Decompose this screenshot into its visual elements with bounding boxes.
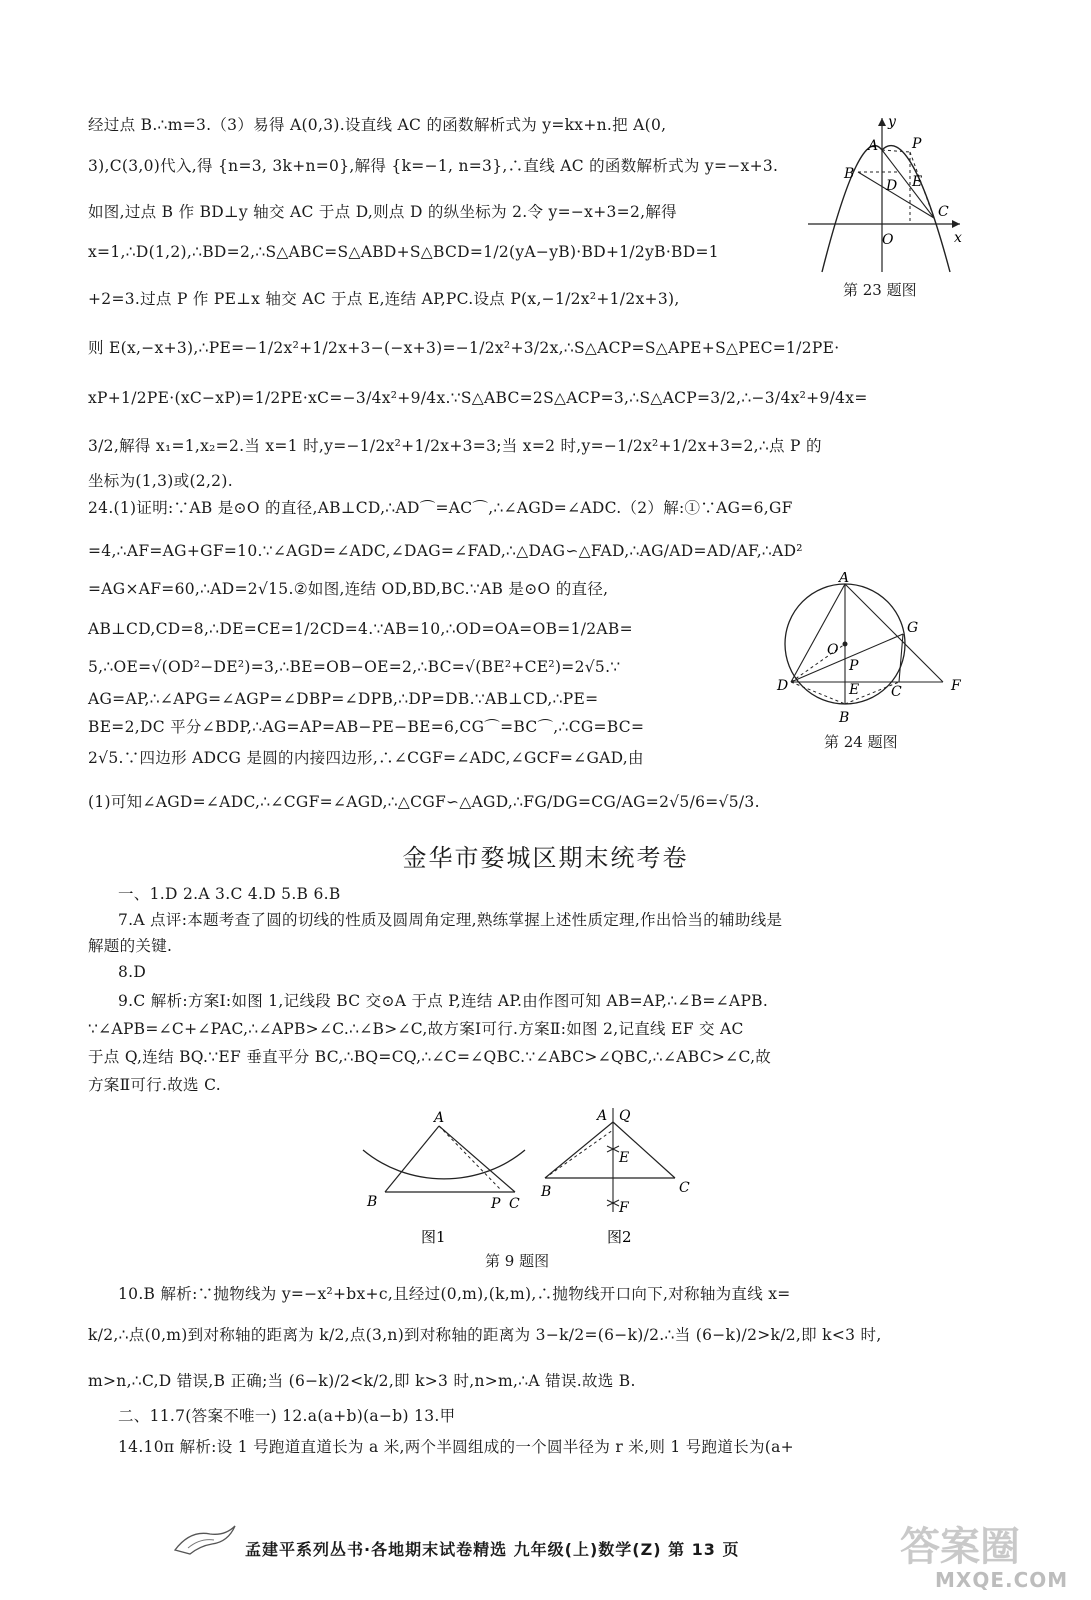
answer-line-3: 解题的关键. [88,937,173,955]
q10-line-3: m>n,∴C,D 错误,B 正确;当 (6−k)/2<k/2,即 k>3 时,n>m,∴A 错误.故选 B. [88,1372,636,1390]
fig9-2-label-c: C [679,1180,690,1196]
fig24-label-b: B [839,710,850,726]
fig24-label-d: D [777,678,789,694]
q10-line-2: k/2,∴点(0,m)到对称轴的距离为 k/2,点(3,n)到对称轴的距离为 3−k/2=(6−k)/2.∴当 (6−k)/2>k/2,即 k<3 时, [88,1326,882,1344]
q24-line-1: 24.(1)证明:∵AB 是⊙O 的直径,AB⊥CD,∴AD⌒=AC⌒,∴∠AGD=∠ADC.（2）解:①∵AG=6,GF [88,499,793,517]
q24-line-6: AG=AP,∴∠APG=∠AGP=∠DBP=∠DPB,∴DP=DB.∵AB⊥CD,∴PE= [88,690,599,708]
q24-line-7: BE=2,DC 平分∠BDP,∴AG=AP=AB−PE−BE=6,CG⌒=BC⌒,∴CG=BC= [88,718,645,736]
fig9-2-label-f: F [619,1200,629,1216]
figure-24-caption: 第 24 题图 [824,733,898,751]
fig23-label-a: A [868,138,879,154]
figure-9 [345,1100,715,1260]
q23-line-5: +2=3.过点 P 作 PE⊥x 轴交 AC 于点 E,连结 AP,PC.设点 P(x,−1/2x²+1/2x+3), [88,290,680,308]
answer-line-5: 9.C 解析:方案Ⅰ:如图 1,记线段 BC 交⊙A 于点 P,连结 AP.由作图可知 AB=AP,∴∠B=∠APB. [118,992,769,1010]
fig23-label-d: D [886,178,898,194]
fig9-2-label-e: E [619,1150,630,1166]
q23-line-3: 如图,过点 B 作 BD⊥y 轴交 AC 于点 D,则点 D 的纵坐标为 2.令 y=−x+3=2,解得 [88,203,677,221]
fig24-label-c: C [891,684,902,700]
fig9-2-label-a: A [597,1108,608,1124]
fig9-1-label-c: C [509,1196,520,1212]
q14-line: 14.10π 解析:设 1 号跑道直道长为 a 米,两个半圆组成的一个圆半径为 r 米,则 1 号跑道长为(a+ [118,1438,794,1456]
fig9-sub1: 图1 [421,1228,446,1246]
answer-line-7: 于点 Q,连结 BQ.∵EF 垂直平分 BC,∴BQ=CQ,∴∠C=∠QBC.∵∠ABC>∠QBC,∴∠ABC>∠C,故 [88,1048,772,1066]
page-footer: 孟建平系列丛书·各地期末试卷精选 九年级(上)数学(Z) 第 13 页 [245,1540,740,1559]
fig23-label-p: P [912,136,922,152]
watermark-logo: 答案圈 [900,1524,1020,1570]
q24-line-9: (1)可知∠AGD=∠ADC,∴∠CGF=∠AGD,∴△CGF∽△AGD,∴FG/DG=CG/AG=2√5/6=√5/3. [88,793,760,811]
q24-line-3: =AG×AF=60,∴AD=2√15.②如图,连结 OD,BD,BC.∵AB 是⊙O 的直径, [88,580,609,598]
q24-line-8: 2√5.∵四边形 ADCG 是圆的内接四边形,∴∠CGF=∠ADC,∠GCF=∠GAD,由 [88,749,644,767]
fig23-label-e: E [912,174,923,190]
q24-line-5: 5,∴OE=√(OD²−DE²)=3,∴BE=OB−OE=2,∴BC=√(BE²+CE²)=2√5.∵ [88,658,621,676]
fig23-label-x: x [954,230,962,246]
q23-line-4: x=1,∴D(1,2),∴BD=2,∴S△ABC=S△ABD+S△BCD=1/2(yA−yB)·BD+1/2yB·BD=1 [88,243,719,261]
answer-line-1: 一、1.D 2.A 3.C 4.D 5.B 6.B [118,885,341,903]
figure-9-caption: 第 9 题图 [485,1252,550,1270]
section-title: 金华市婺城区期末统考卷 [402,844,689,872]
fig23-label-y: y [888,114,896,130]
answer-line-8: 方案Ⅱ可行.故选 C. [88,1076,221,1094]
q24-line-4: AB⊥CD,CD=8,∴DE=CE=1/2CD=4.∵AB=10,∴OD=OA=OB=1/2AB= [88,620,633,638]
fig23-label-o: O [882,232,894,248]
fig24-label-e: E [849,682,860,698]
fig23-label-b: B [844,166,855,182]
answer-line-4: 8.D [118,963,147,981]
fig9-2-label-q: Q [619,1108,631,1124]
q24-line-2: =4,∴AF=AG+GF=10.∵∠AGD=∠ADC,∠DAG=∠FAD,∴△DAG∽△FAD,∴AG/AD=AD/AF,∴AD² [88,542,803,560]
q23-line-8: 3/2,解得 x₁=1,x₂=2.当 x=1 时,y=−1/2x²+1/2x+3=3;当 x=2 时,y=−1/2x²+1/2x+3=2,∴点 P 的 [88,437,822,455]
answer-line-2: 7.A 点评:本题考查了圆的切线的性质及圆周角定理,熟练掌握上述性质定理,作出恰当的辅助线是 [118,911,783,929]
q10-line-1: 10.B 解析:∵抛物线为 y=−x²+bx+c,且经过(0,m),(k,m),∴抛物线开口向下,对称轴为直线 x= [118,1285,791,1303]
fig9-1-label-a: A [434,1110,445,1126]
watermark-url: MXQE.COM [935,1568,1069,1592]
fig24-label-p: P [849,658,859,674]
fig9-2-label-b: B [541,1184,552,1200]
fig9-1-label-p: P [491,1196,501,1212]
fig24-label-o: O [827,642,839,658]
fig9-1-label-b: B [367,1194,378,1210]
fig24-label-a: A [839,572,850,586]
figure-24-circle [775,572,970,732]
figure-23-parabola [800,112,970,282]
q23-line-1: 经过点 B.∴m=3.（3）易得 A(0,3).设直线 AC 的函数解析式为 y=kx+n.把 A(0, [88,116,667,134]
fig23-label-c: C [938,204,949,220]
fig24-label-g: G [907,620,919,636]
q23-line-6: 则 E(x,−x+3),∴PE=−1/2x²+1/2x+3−(−x+3)=−1/2x²+3/2x,∴S△ACP=S△APE+S△PEC=1/2PE· [88,339,840,357]
q11-13-line: 二、11.7(答案不唯一) 12.a(a+b)(a−b) 13.甲 [118,1407,456,1425]
figure-23-caption: 第 23 题图 [843,281,917,299]
fig24-label-f: F [951,678,961,694]
q23-line-2: 3),C(3,0)代入,得 {n=3, 3k+n=0},解得 {k=−1, n=3},∴直线 AC 的函数解析式为 y=−x+3. [88,157,779,175]
bird-logo-icon [170,1520,240,1560]
q23-line-9: 坐标为(1,3)或(2,2). [88,472,233,490]
q23-line-7: xP+1/2PE·(xC−xP)=1/2PE·xC=−3/4x²+9/4x.∵S△ABC=2S△ACP=3,∴S△ACP=3/2,∴−3/4x²+9/4x= [88,389,868,407]
answer-line-6: ∵∠APB=∠C+∠PAC,∴∠APB>∠C.∴∠B>∠C,故方案Ⅰ可行.方案Ⅱ:如图 2,记直线 EF 交 AC [88,1020,744,1038]
fig9-sub2: 图2 [607,1228,632,1246]
